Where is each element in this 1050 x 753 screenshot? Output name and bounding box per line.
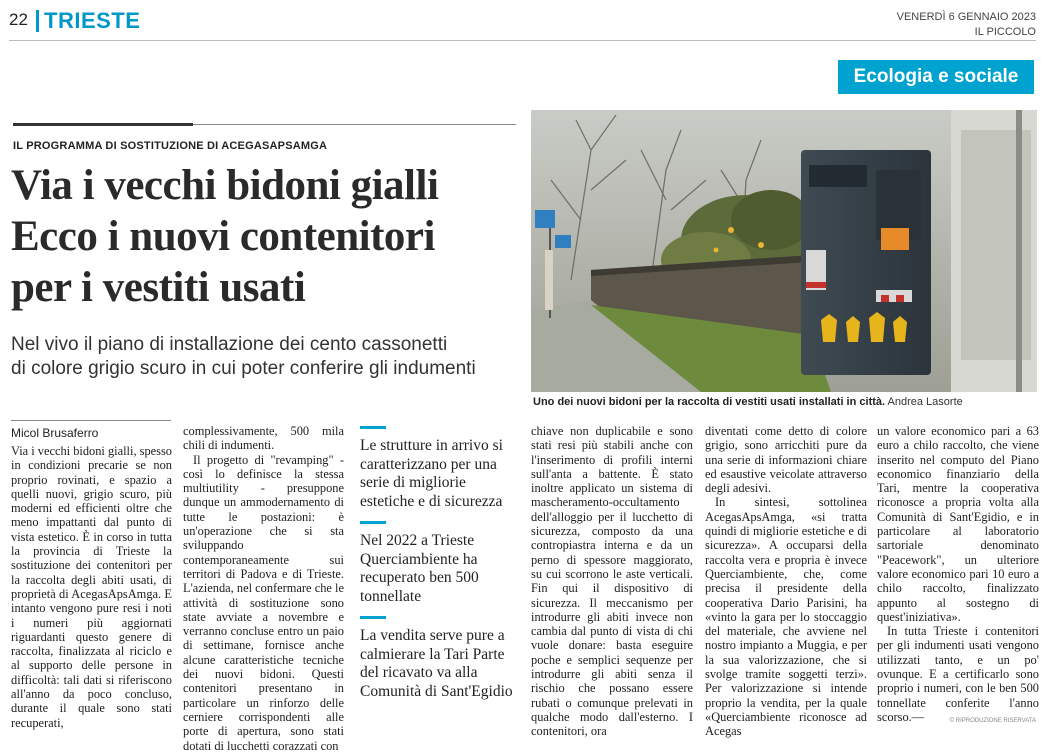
body-column-1 bbox=[11, 444, 172, 730]
pull-quote-text: Le strutture in arrivo si caratterizzano per una serie di migliorie estetiche e di sicurezza bbox=[360, 437, 503, 510]
article-photo bbox=[531, 110, 1037, 392]
photo-credit: Andrea Lasorte bbox=[885, 396, 963, 408]
pull-quote bbox=[360, 521, 520, 606]
headline-line: Via i vecchi bidoni gialli bbox=[11, 162, 439, 209]
section-divider bbox=[36, 10, 39, 32]
photo-caption bbox=[533, 396, 1033, 408]
paragraph: In tutta Trieste i contenitori per gli indumenti usati vengono utilizzati tanto, e un po' ovunque. E a certificarlo sono proprio i numeri, con le ben 500 tonnellate conferite l'anno scorso.— bbox=[877, 624, 1039, 724]
pull-quote-bar bbox=[360, 616, 386, 619]
body-column-5 bbox=[705, 424, 867, 739]
copyright-notice: © RIPRODUZIONE RISERVATA bbox=[949, 718, 1036, 724]
topic-banner: Ecologia e sociale bbox=[838, 60, 1034, 94]
paragraph: diventati come detto di colore grigio, sono arricchiti pure da una serie di informazioni chiare ed esaustive veicolate attraverso degli adesivi. bbox=[705, 424, 867, 496]
pull-quote-bar bbox=[360, 426, 386, 429]
pull-quote bbox=[360, 616, 520, 701]
caption-text: Uno dei nuovi bidoni per la raccolta di vestiti usati installati in città. bbox=[533, 396, 886, 408]
headline bbox=[11, 160, 526, 313]
headline-line: Ecco i nuovi contenitori bbox=[11, 213, 435, 260]
header-rule bbox=[9, 40, 1036, 41]
kicker-rule bbox=[13, 124, 516, 125]
paragraph: In sintesi, sottolinea AcegasApsAmga, «si tratta quindi di migliorie estetiche e di sicurezza». A occuparsi della raccolta vera e propria è invece Querciambiente, che, come precisa il presidente della cooperativa Dario Parisini, ha «vinto la gara per lo stoccaggio del materiale, che avviene nel nostro impianto a Muggia, e per la sua valorizzazione, che si svolge tramite soggetti terzi». Per valorizzazione si intende proprio la vendita, per la quale «Querciambiente riconosce ad Acegas bbox=[705, 495, 867, 739]
paragraph: complessivamente, 500 mila chili di indumenti. bbox=[183, 424, 344, 453]
pull-quote-text: Nel 2022 a Trieste Querciambiente ha recuperato ben 500 tonnellate bbox=[360, 532, 479, 605]
body-column-6 bbox=[877, 424, 1039, 724]
author-byline: Micol Brusaferro bbox=[11, 426, 99, 440]
pull-quote bbox=[360, 426, 520, 511]
paragraph: Via i vecchi bidoni gialli, spesso in condizioni precarie se non proprio rovinati, e spazio a quelli nuovi, grigio scuro, più moderni ed efficienti oltre che meno impattanti dal punto di vista estetico. È in corso in tutta la provincia di Trieste la sostituzione dei contenitori per la raccolta degli abiti usati, di proprietà di AcegasApsAmga. E intanto vengono pure resi i noti i numeri più aggiornati riguardanti questo genere di raccolta, finalizzata al riciclo e al supporto delle persone in difficoltà: tali dati si riferiscono all'anno da poco concluso, durante il quale sono stati recuperati, bbox=[11, 444, 172, 730]
body-column-4 bbox=[531, 424, 693, 739]
subhead-line: di colore grigio scuro in cui poter conferire gli indumenti bbox=[11, 358, 476, 379]
subhead-line: Nel vivo il piano di installazione dei cento cassonetti bbox=[11, 334, 448, 355]
publication-date: VENERDÌ 6 GENNAIO 2023 bbox=[896, 11, 1036, 23]
section-title: TRIESTE bbox=[44, 8, 141, 33]
pull-quote-text: La vendita serve pure a calmierare la Tari Parte del ricavato va alla Comunità di Sant'Egidio bbox=[360, 627, 513, 700]
paragraph: un valore economico pari a 63 euro a chilo raccolto, che viene inserito nel computo del Piano economico finanziario della Tari, mentre la cooperativa riconosce a propria volta alla Comunità di Sant'Egidio, e in particolare al laboratorio sartoriale denominato "Peacework", un ulteriore valore economico pari 10 euro a chilo raccolto, finalizzato appunto al sostegno di quest'iniziativa». bbox=[877, 424, 1039, 624]
page-number: 22 bbox=[9, 10, 28, 29]
photo-illustration bbox=[531, 110, 1037, 392]
pull-quote-bar bbox=[360, 521, 386, 524]
paragraph: Il progetto di "revamping" - così lo definisce la stessa multiutility - presuppone dunque un ammodernamento di tutte le postazioni: è un'operazione che si sta sviluppando contemporaneamente sui territori di Padova e di Trieste. L'azienda, nel confermare che le attività di sostituzione sono state avviate a novembre e verranno concluse entro un paio di settimane, fornisce anche alcune caratteristiche tecniche dei nuovi bidoni. Questi contenitori presentano in particolare un rinforzo delle cerniere corrispondenti alle porte di apertura, sono stati dotati di lucchetti corazzati con bbox=[183, 452, 344, 753]
kicker: IL PROGRAMMA DI SOSTITUZIONE DI ACEGASAPSAMGA bbox=[13, 140, 328, 152]
masthead-info bbox=[897, 10, 1036, 40]
author-rule bbox=[11, 420, 171, 421]
headline-line: per i vestiti usati bbox=[11, 264, 306, 311]
body-column-2 bbox=[183, 424, 344, 753]
subheadline bbox=[11, 333, 526, 381]
newspaper-name: IL PICCOLO bbox=[974, 26, 1036, 38]
paragraph: chiave non duplicabile e sono stati resi più stabili anche con l'inserimento di profili interni sull'anta a battente. È stato inoltre applicato un sistema di mascheramento-occultamento dell'alloggio per il lucchetto di sicurezza, composto da una contropiastra interna e da un perno di spessore maggiorato, su cui scorrono le aste verticali. Fin qui il dispositivo di sicurezza. Il meccanismo per introdurre gli abiti invece non cambia dal punto di vista di chi vuole donare: basta eseguire poche e semplici sequenze per introdurre gli abiti senza il rischio che possano essere rubati o comunque prelevati in qualche modo dall'esterno. I contenitori, ora bbox=[531, 424, 693, 739]
